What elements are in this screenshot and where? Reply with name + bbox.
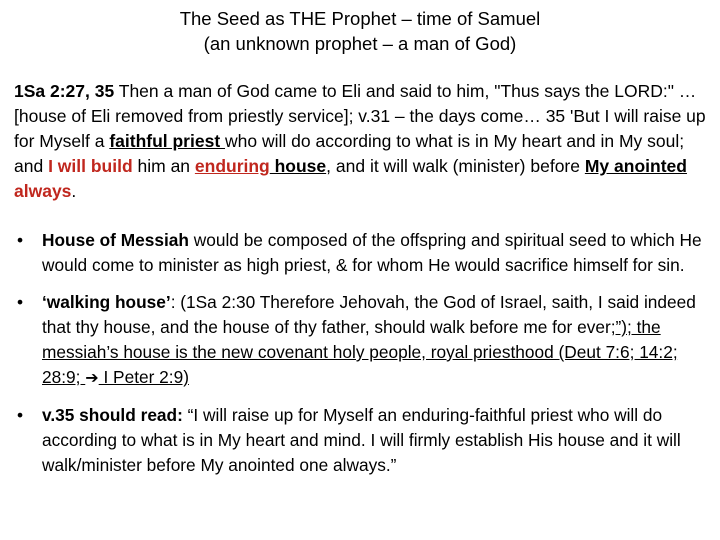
verse-paragraph [14,79,716,204]
list-item [14,403,716,478]
title-line-2: (an unknown prophet – a man of God) [203,33,517,54]
bullet-lead: v.35 should read: [42,405,183,425]
bullet-lead: ‘walking house’ [42,292,171,312]
verse-text-2: who will do according to what is in My heart and in My soul; and [14,131,685,176]
house-text: house [269,156,327,176]
bullet-text-a: : (1Sa 2:30 Therefore Jehovah, the God of Israel, saith, I said indeed that thy house, and the house of thy father, should walk before me for ever [42,292,696,337]
right-arrow-icon: ➔ [85,370,99,387]
bullet-icon: • [17,292,24,312]
bullet-list [14,228,716,490]
bullet-icon: • [17,405,24,425]
bullet-text-c: I Peter 2:9) [98,367,189,387]
always-text: always [14,181,72,201]
verse-text-1: Then a man of God came to Eli and said to him, "Thus says the LORD:" … [house of Eli removed from priestly service]; v.31 – the days come… 35 'But I will raise up for Myself a [14,81,706,151]
verse-reference: 1Sa 2:27, 35 [14,81,115,101]
bullet-icon: • [17,230,24,250]
list-item [14,228,716,278]
i-will-build-text: I will build [48,156,133,176]
verse-text-3: him an [132,156,195,176]
bullet-text: would be composed of the offspring and spiritual seed to which He would come to minister as high priest, & for whom He would sacrifice himself for sin. [42,230,702,275]
slide-title [0,6,720,56]
verse-text-4: , and it will walk (minister) before [326,156,585,176]
bullet-text: “I will raise up for Myself an enduring-faithful priest who will do according to what is in My heart and mind. I will firmly establish His house and it will walk/minister before My anointed one always.” [42,405,681,475]
faithful-priest-text: faithful priest [109,131,226,151]
verse-period: . [71,181,77,201]
title-line-1: The Seed as THE Prophet – time of Samuel [179,8,541,29]
bullet-text-b: ;”); the messiah’s house is the new covenant holy people, royal priesthood (Deut 7:6; 14:2; 28:9; [42,317,678,387]
bullet-lead: House of Messiah [42,230,189,250]
enduring-text: enduring [194,156,270,176]
list-item [14,290,716,391]
my-anointed-text: My anointed [584,156,687,176]
